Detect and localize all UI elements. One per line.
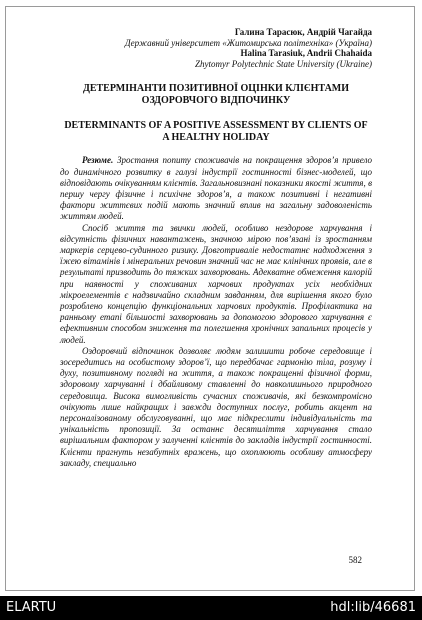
page-number: 582 xyxy=(348,555,362,565)
paragraph-3: Оздоровчий відпочинок дозволяє людям залишити робоче середовище і зосередитись на особистому здоров’ї, що передбачає гармонію тіла, розуму і духу, позитивному погляді на життя, а також покращенні фізичної форми, здоровому харчуванні і дбайливому ставленні до навколишнього природного середовища. Висока вимогливість сучасних споживачів, які безкомпромісно очікують лише найкращих і завжди доступних послуг, робить акцент на персоналізованому обслуговуванні, що має підкреслити індивідуальність та унікальність пропозиції. За останнє десятиліття харчування стало вирішальним фактором у залученні клієнтів до закладів індустрії гостинності. Клієнти прагнуть незабутніх вражень, що охоплюють особливу атмосферу закладу, специально xyxy=(60,345,372,468)
authors-en: Halina Tarasiuk, Andrii Chahaida xyxy=(240,48,372,59)
footer-bar xyxy=(0,596,422,620)
page-content xyxy=(60,27,372,469)
repository-label: ELARTU xyxy=(6,600,57,615)
paragraph-1 xyxy=(60,155,372,222)
title-ukrainian: ДЕТЕРМІНАНТИ ПОЗИТИВНОЇ ОЦІНКИ КЛІЄНТАМИ ОЗДОРОВЧОГО ВІДПОЧИНКУ xyxy=(82,83,350,106)
authors-uk: Галина Тарасюк, Андрій Чагайда xyxy=(234,27,372,37)
affiliation-uk: Державний університет «Житомирська політехніка» (Україна) xyxy=(124,37,372,48)
abstract-label: Резюме. xyxy=(82,155,114,166)
author-block xyxy=(60,27,372,69)
paragraph-2: Спосіб життя та звички людей, особливо нездорове харчування і відсутність фізичних навантажень, значною мірою пов’язані із зростанням маркерів серцево-судинного ризику. Довготриваліе недостатнє надходження з їжею вітамінів і мінеральних речовин значний час не має клінічних проявів, але в результаті призводить до тяжких захворювань. Адекватне обмеження калорій при наявності у споживаних харчових продуктах усіх необхідних мікроелементів є надзвичайно складним завданням, для вирішення якого було розроблено концепцію функціональних харчових продуктів. Профілактика на ранньому етапі більшості захворювань за допомогою здорового харчування є ефективним способом зниження та полегшення хронічних запальних процесів у людей. xyxy=(60,222,372,345)
title-english: DETERMINANTS OF A POSITIVE ASSESSMENT BY CLIENTS OF A HEALTHY HOLIDAY xyxy=(64,120,368,143)
document-page xyxy=(5,6,415,591)
abstract-body xyxy=(60,155,372,469)
handle-identifier: hdl:lib/46681 xyxy=(330,600,416,615)
paragraph-1-text: Зростання попиту споживачів на покращення здоров’я привело до динамічного розвитку в галузі індустрії гостинності бізнес-моделей, що відповідають очікуванням клієнтів. Загальновизнані показники якості життя, в першу чергу фізичне і психічне здоров’я, а також позитивні і негативні фактори життєвих подій мають значний вплив на загальну задоволеність життям людей. xyxy=(60,155,373,222)
affiliation-en: Zhytomyr Polytechnic State University (Ukraine) xyxy=(195,58,372,69)
